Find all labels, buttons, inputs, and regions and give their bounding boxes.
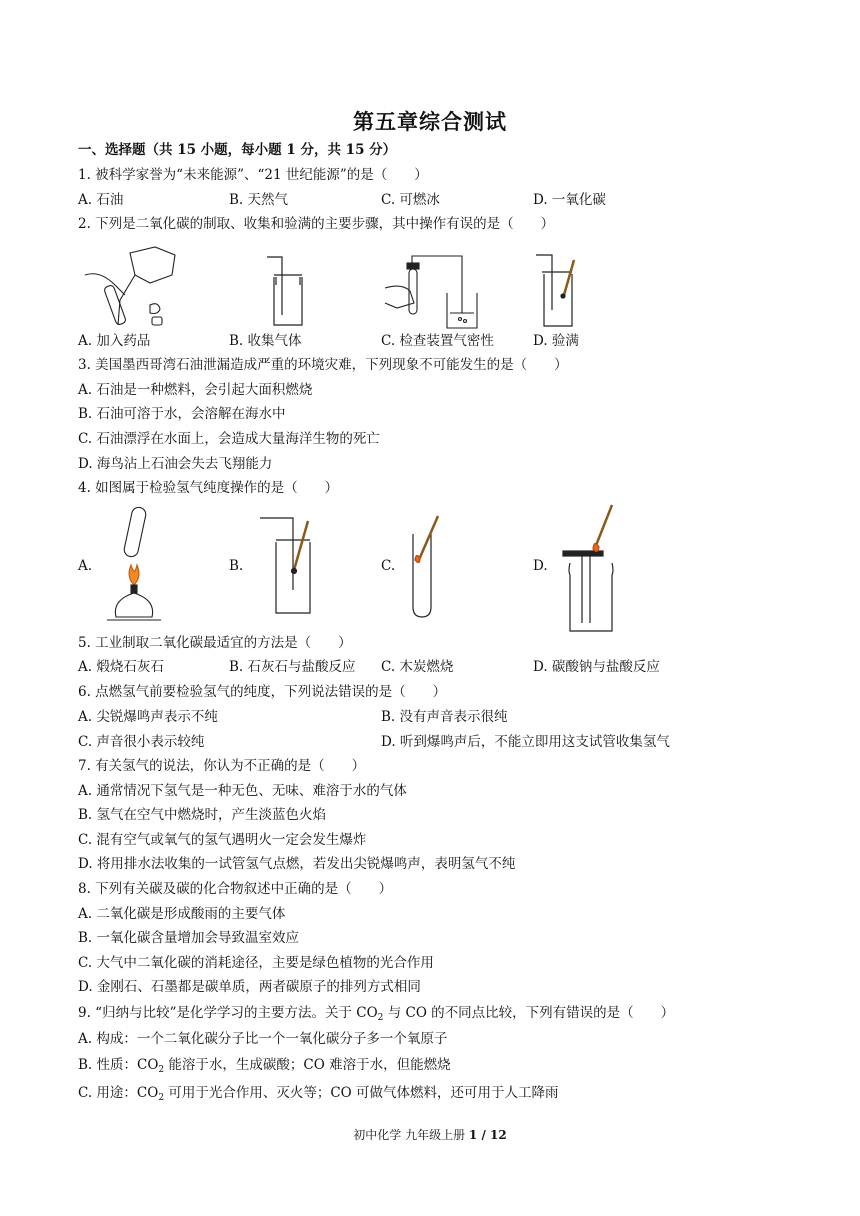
q6-option-b: B. 没有声音表示很纯 [381,709,508,725]
question-1-stem: 1. 被科学家誉为“未来能源”、“21 世纪能源”的是（ ） [78,167,428,183]
q4-figure-d-jar-flame [560,503,620,633]
q9-option-b: B. 性质：$CO_2$ 能溶于水，生成碳酸；CO 难溶于水，但能燃烧 [78,1057,451,1075]
q6-option-a: A. 尖锐爆鸣声表示不纯 [78,709,218,725]
question-3-stem: 3. 美国墨西哥湾石油泄漏造成严重的环境灾难，下列现象不可能发生的是（ ） [78,357,568,373]
q8-option-d: D. 金刚石、石墨都是碳单质，两者碳原子的排列方式相同 [78,979,421,995]
q4-option-d: D. [533,558,548,574]
q1-option-c: C. 可燃冰 [381,192,440,208]
q5-option-b: B. 石灰石与盐酸反应 [229,659,356,675]
q2-figure-c-airtightness [382,253,482,333]
question-2-stem: 2. 下列是二氧化碳的制取、收集和验满的主要步骤，其中操作有误的是（ ） [78,216,555,232]
q7-option-a: A. 通常情况下氢气是一种无色、无味、难溶于水的气体 [78,783,407,799]
q2-option-b: B. 收集气体 [229,333,302,349]
page-title: 第五章综合测试 [353,109,507,134]
q3-option-c: C. 石油漂浮在水面上，会造成大量海洋生物的死亡 [78,431,380,447]
q4-option-b: B. [229,558,244,574]
q7-option-b: B. 氢气在空气中燃烧时，产生淡蓝色火焰 [78,807,327,823]
q8-option-c: C. 大气中二氧化碳的消耗途径，主要是绿色植物的光合作用 [78,955,434,971]
question-6-stem: 6. 点燃氢气前要检验氢气的纯度，下列说法错误的是（ ） [78,684,447,700]
page-number: 1 / 12 [468,1128,507,1142]
q1-option-b: B. 天然气 [229,192,289,208]
q4-figure-a-lamp [104,505,164,625]
q2-option-c: C. 检查装置气密性 [381,333,494,349]
q1-option-d: D. 一氧化碳 [533,192,606,208]
question-8-stem: 8. 下列有关碳及碳的化合物叙述中正确的是（ ） [78,881,393,897]
q5-option-a: A. 煅烧石灰石 [78,659,164,675]
q7-option-c: C. 混有空气或氧气的氢气遇明火一定会发生爆炸 [78,832,367,848]
q4-option-a: A. [78,558,93,574]
q4-figure-c-test-tube-flame [408,512,448,620]
q3-option-b: B. 石油可溶于水，会溶解在海水中 [78,406,286,422]
q3-option-a: A. 石油是一种燃料，会引起大面积燃烧 [78,382,313,398]
q9-option-a: A. 构成：一个二氧化碳分子比一个一氧化碳分子多一个氧原子 [78,1031,448,1047]
q9-option-c: C. 用途：$CO_2$ 可用于光合作用、灭火等；CO 可做气体燃料，还可用于人工降雨 [78,1085,559,1103]
q1-option-a: A. 石油 [78,192,124,208]
q2-option-d: D. 验满 [533,333,579,349]
q2-option-a: A. 加入药品 [78,333,151,349]
question-7-stem: 7. 有关氢气的说法，你认为不正确的是（ ） [78,758,366,774]
q7-option-d: D. 将用排水法收集的一试管氢气点燃，若发出尖锐爆鸣声，表明氢气不纯 [78,856,516,872]
q8-option-a: A. 二氧化碳是形成酸雨的主要气体 [78,906,286,922]
q3-option-d: D. 海鸟沾上石油会失去飞翔能力 [78,456,273,472]
q2-figure-a-pouring [80,245,190,330]
question-5-stem: 5. 工业制取二氧化碳最适宜的方法是（ ） [78,635,352,651]
q2-figure-d-check-full [534,250,584,330]
section-heading: 一、选择题（共 15 小题，每小题 1 分，共 15 分） [78,142,397,158]
question-4-stem: 4. 如图属于检验氢气纯度操作的是（ ） [78,480,339,496]
q5-option-d: D. 碳酸钠与盐酸反应 [533,659,660,675]
q2-figure-b-gas-jar [262,255,307,330]
q4-option-c: C. [381,558,396,574]
q6-option-d: D. 听到爆鸣声后，不能立即用这支试管收集氢气 [381,734,670,750]
question-9-stem: 9. “归纳与比较”是化学学习的主要方法。关于 $CO_2$ 与 CO 的不同点比较，下列有错误的是（ ） [78,1005,675,1023]
q5-option-c: C. 木炭燃烧 [381,659,454,675]
q4-figure-b-gas-jar-match [258,515,318,615]
q6-option-c: C. 声音很小表示较纯 [78,734,205,750]
q8-option-b: B. 一氧化碳含量增加会导致温室效应 [78,930,300,946]
page-footer: 初中化学 九年级上册 1 / 12 [353,1128,507,1142]
